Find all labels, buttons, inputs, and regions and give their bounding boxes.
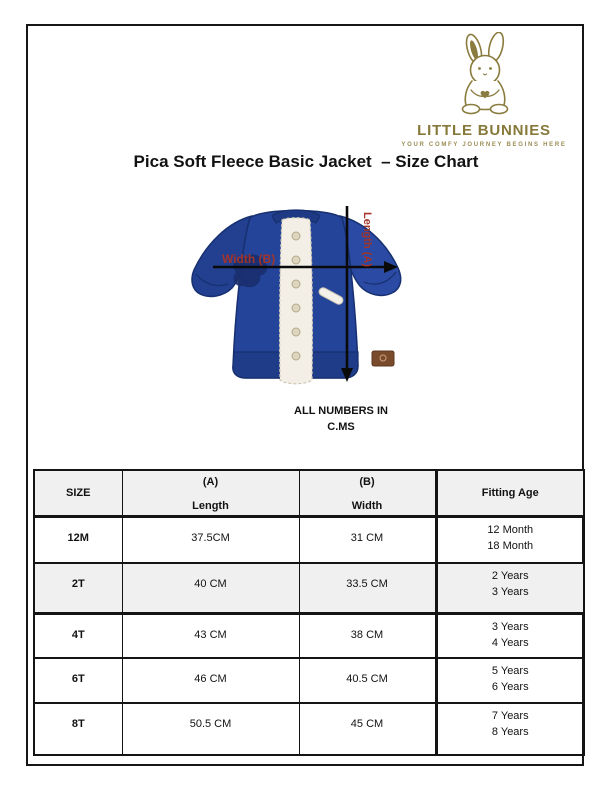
header-width-label: Width [351, 499, 383, 512]
units-note-line2: C.MS [327, 421, 355, 433]
header-size: SIZE [34, 470, 122, 516]
brand-name: LITTLE BUNNIES [417, 122, 551, 139]
age-cell: 3 Years 4 Years [436, 613, 584, 658]
size-chart-table [33, 469, 585, 756]
brand-logo [398, 32, 570, 148]
header-width [299, 470, 436, 516]
age-cell: 2 Years 3 Years [436, 563, 584, 613]
length-cell: 43 CM [122, 613, 299, 658]
width-cell: 40.5 CM [299, 658, 436, 703]
header-length-code: (A) [202, 475, 219, 488]
header-fitting-age: Fitting Age [436, 470, 584, 516]
width-cell: 31 CM [299, 516, 436, 563]
age-cell: 5 Years 6 Years [436, 658, 584, 703]
jacket-illustration [180, 196, 412, 388]
size-cell: 6T [34, 658, 122, 703]
bunny-logo-icon [438, 32, 530, 120]
table-row-2t [34, 563, 584, 613]
header-length-label: Length [192, 499, 229, 512]
table-row-6t [34, 658, 584, 703]
size-cell: 2T [34, 563, 122, 613]
header-width-code: (B) [359, 475, 375, 488]
age-cell: 7 Years 8 Years [436, 703, 584, 755]
table-header-row [34, 470, 584, 516]
size-cell: 12M [34, 516, 122, 563]
length-cell: 46 CM [122, 658, 299, 703]
size-cell: 4T [34, 613, 122, 658]
width-cell: 45 CM [299, 703, 436, 755]
table-row-4t [34, 613, 584, 658]
jacket-tag [372, 351, 394, 366]
jacket-measurement-diagram [180, 196, 412, 388]
width-cell: 38 CM [299, 613, 436, 658]
size-cell: 8T [34, 703, 122, 755]
table-row-12m [34, 516, 584, 563]
length-label: Length (A) [361, 212, 373, 267]
length-cell: 37.5CM [122, 516, 299, 563]
header-length [122, 470, 299, 516]
length-cell: 40 CM [122, 563, 299, 613]
width-label: Width (B) [222, 252, 276, 266]
brand-tagline: YOUR COMFY JOURNEY BEGINS HERE [401, 142, 567, 148]
table-row-8t [34, 703, 584, 755]
page-title: Pica Soft Fleece Basic Jacket – Size Chart [133, 152, 479, 171]
units-note [241, 403, 441, 435]
length-cell: 50.5 CM [122, 703, 299, 755]
units-note-line1: ALL NUMBERS IN [294, 405, 388, 417]
age-cell: 12 Month 18 Month [436, 516, 584, 563]
width-cell: 33.5 CM [299, 563, 436, 613]
